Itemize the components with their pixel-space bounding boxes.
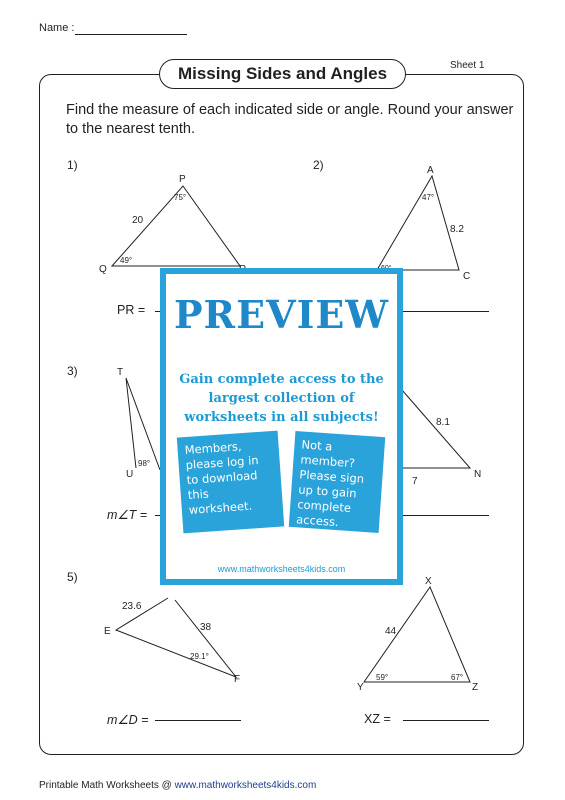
- members-login-button[interactable]: Members, please log in to download this worksheet.: [177, 431, 284, 534]
- answer-field-xz[interactable]: [403, 720, 489, 721]
- name-label: Name :: [39, 22, 75, 34]
- triangle-tu: [126, 378, 160, 470]
- worksheet-title: Missing Sides and Angles: [159, 59, 406, 89]
- side-label: 23.6: [122, 601, 142, 612]
- vertex-n: N: [474, 469, 482, 480]
- signup-button[interactable]: Not a member? Please sign up to gain complete access.: [289, 431, 385, 533]
- angle-label: 67°: [451, 673, 464, 682]
- footer-link[interactable]: www.mathworksheets4kids.com: [174, 780, 317, 791]
- side-label: 20: [132, 215, 144, 226]
- vertex-p: P: [179, 174, 186, 185]
- vertex-e: E: [104, 626, 111, 637]
- problem-3-number: 3): [67, 364, 78, 378]
- triangle-xyz: [364, 587, 470, 682]
- answer-label-t: m∠T =: [107, 508, 148, 522]
- vertex-z: Z: [472, 682, 479, 693]
- vertex-y: Y: [357, 682, 364, 693]
- vertex-u: U: [126, 469, 134, 480]
- side-label: 8.1: [436, 417, 450, 428]
- angle-label: 59°: [376, 673, 389, 682]
- instructions: Find the measure of each indicated side or angle. Round your answer to the nearest tenth.: [66, 102, 514, 137]
- answer-field-d[interactable]: [155, 720, 241, 721]
- triangle-abc: [377, 176, 459, 270]
- preview-overlay: [160, 268, 403, 585]
- footer-prefix: Printable Math Worksheets @: [39, 780, 175, 791]
- side-label: 8.2: [450, 224, 464, 235]
- problem-1-number: 1): [67, 158, 78, 172]
- angle-label: 98°: [138, 459, 151, 468]
- problem-2-number: 2): [313, 158, 324, 172]
- vertex-x: X: [425, 576, 432, 587]
- footer: [39, 780, 316, 791]
- angle-label: 49°: [120, 256, 133, 265]
- preview-url-link[interactable]: www.mathworksheets4kids.com: [217, 564, 346, 574]
- answer-field-4[interactable]: [403, 515, 489, 516]
- vertex-f: F: [234, 674, 241, 685]
- angle-label: 75°: [174, 193, 187, 202]
- side-label: 38: [200, 622, 212, 633]
- answer-label-pr: PR =: [117, 303, 146, 317]
- triangle-n: [402, 390, 470, 468]
- answer-field-2[interactable]: [403, 311, 489, 312]
- preview-access-text: Gain complete access to the largest collection of worksheets in all subjects!: [179, 372, 384, 425]
- answer-label-xz: XZ =: [364, 712, 391, 726]
- problem-5-number: 5): [67, 570, 78, 584]
- side-label: 44: [385, 626, 397, 637]
- vertex-a: A: [427, 165, 434, 176]
- vertex-t: T: [117, 367, 124, 378]
- sheet-number: Sheet 1: [450, 60, 485, 71]
- side-label: 7: [412, 476, 418, 487]
- vertex-c: C: [463, 271, 471, 282]
- angle-label: 47°: [422, 193, 435, 202]
- answer-label-d: m∠D =: [107, 713, 149, 727]
- angle-label: 29.1°: [190, 652, 209, 661]
- vertex-q: Q: [99, 264, 107, 275]
- preview-title: PREVIEW: [173, 292, 390, 337]
